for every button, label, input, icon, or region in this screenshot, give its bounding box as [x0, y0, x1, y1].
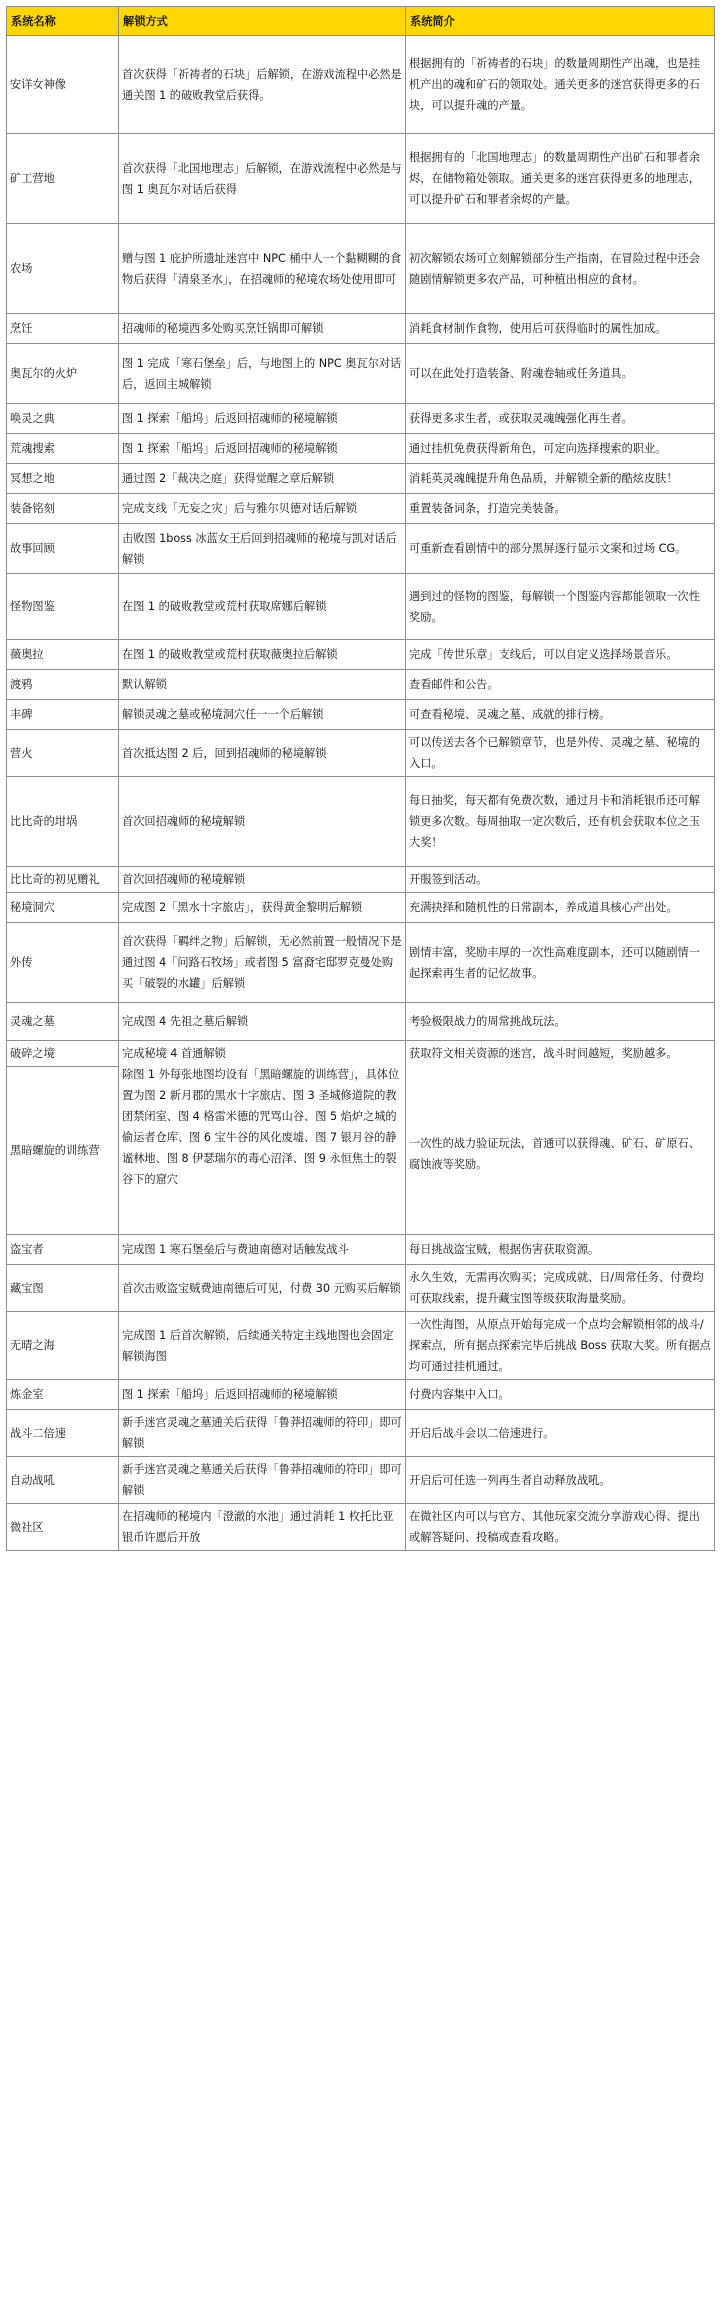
unlock-method-cell: 完成图 1 寒石堡垒后与费迪南德对话触发战斗	[119, 1235, 406, 1265]
system-intro-cell: 每日挑战盗宝贼，根据伤害获取资源。	[406, 1235, 715, 1265]
system-intro-cell: 可重新查看剧情中的部分黑屏逐行显示文案和过场 CG。	[406, 524, 715, 574]
system-name-cell: 微社区	[7, 1504, 119, 1551]
system-intro-cell: 开服签到活动。	[406, 867, 715, 893]
system-name-cell: 冥想之地	[7, 464, 119, 494]
system-intro-cell: 根据拥有的「祈祷者的石块」的数量周期性产出魂，也是挂机产出的魂和矿石的领取处。通关更多的迷宫获得更多的石块，可以提升魂的产量。	[406, 36, 715, 134]
unlock-method-cell: 图 1 完成「寒石堡垒」后，与地图上的 NPC 奥瓦尔对话后，返回主城解锁	[119, 344, 406, 404]
table-row	[7, 224, 715, 314]
system-name-cell: 藏宝图	[7, 1265, 119, 1312]
system-intro-line: 获取符文相关资源的迷宫，战斗时间越短，奖励越多。	[409, 1047, 678, 1060]
unlock-method-cell	[119, 1041, 406, 1235]
system-intro-cell: 付费内容集中入口。	[406, 1380, 715, 1410]
table-row	[7, 730, 715, 777]
unlock-method-cell: 完成图 1 后首次解锁，后续通关特定主线地图也会固定解锁海图	[119, 1312, 406, 1380]
system-name-cell: 荒魂搜索	[7, 434, 119, 464]
table-row	[7, 1457, 715, 1504]
table-body	[7, 36, 715, 1551]
system-intro-cell: 一次性海图，从原点开始每完成一个点均会解锁相邻的战斗/探索点，所有据点探索完毕后挑战 Boss 获取大奖。所有据点均可通过挂机通过。	[406, 1312, 715, 1380]
unlock-method-cell: 图 1 探索「船坞」后返回招魂师的秘境解锁	[119, 434, 406, 464]
header-unlock-method: 解锁方式	[119, 7, 406, 36]
system-name-cell: 黑暗螺旋的训练营	[7, 1067, 119, 1235]
unlock-method-cell: 完成图 4 先祖之墓后解锁	[119, 1003, 406, 1041]
system-intro-cell: 可以在此处打造装备、附魂卷轴或任务道具。	[406, 344, 715, 404]
system-name-cell: 灵魂之墓	[7, 1003, 119, 1041]
unlock-method-line: 完成秘境 4 首通解锁	[122, 1047, 226, 1060]
system-intro-cell: 根据拥有的「北国地理志」的数量周期性产出矿石和罪者余烬，在储物箱处领取。通关更多的迷宫获得更多的地理志，可以提升矿石和罪者余烬的产量。	[406, 134, 715, 224]
system-name-cell: 比比奇的初见赠礼	[7, 867, 119, 893]
system-intro-cell: 永久生效，无需再次购买；完成成就、日/周常任务、付费均可获取线索，提升藏宝图等级获取海量奖励。	[406, 1265, 715, 1312]
system-intro-cell: 完成「传世乐章」支线后，可以自定义选择场景音乐。	[406, 640, 715, 670]
system-intro-cell: 在微社区内可以与官方、其他玩家交流分享游戏心得、提出或解答疑问、投稿或查看攻略。	[406, 1504, 715, 1551]
system-intro-cell: 初次解锁农场可立刻解锁部分生产指南，在冒险过程中还会随剧情解锁更多农产品，可种植出相应的食材。	[406, 224, 715, 314]
unlock-method-cell: 首次回招魂师的秘境解锁	[119, 867, 406, 893]
unlock-method-line: 除图 1 外每张地图均设有「黑暗螺旋的训练营」，具体位置为图 2 新月郡的黑水十字旅店、图 3 圣城修道院的教团禁闭室、图 4 格雷米德的咒骂山谷、图 5 焰炉之城的偷运者仓库、图 6 宝牛谷的风化废墟、图 7 银月谷的静谧林地、图 8 伊瑟瑞尔的毒心沼泽、图 9 永恒焦土的裂谷下的窟穴	[122, 1068, 400, 1186]
system-intro-cell: 重置装备词条，打造完美装备。	[406, 494, 715, 524]
system-name-cell: 农场	[7, 224, 119, 314]
system-intro-cell: 剧情丰富，奖励丰厚的一次性高难度副本，还可以随剧情一起探索再生者的记忆故事。	[406, 923, 715, 1003]
unlock-method-cell: 新手迷宫灵魂之墓通关后获得「鲁莽招魂师的符印」即可解锁	[119, 1457, 406, 1504]
system-name-cell: 矿工营地	[7, 134, 119, 224]
unlock-method-cell: 图 1 探索「船坞」后返回招魂师的秘境解锁	[119, 1380, 406, 1410]
table-row	[7, 36, 715, 134]
system-name-cell: 怪物图鉴	[7, 574, 119, 640]
header-system-name: 系统名称	[7, 7, 119, 36]
system-name-cell: 故事回顾	[7, 524, 119, 574]
header-row	[7, 7, 715, 36]
system-name-cell: 破碎之境	[7, 1041, 119, 1067]
table-row	[7, 1235, 715, 1265]
table-row	[7, 1410, 715, 1457]
unlock-method-cell: 首次获得「羁绊之物」后解锁，无必然前置一般情况下是通过图 4「问路石牧场」或者图 5 富裔宅邸罗克曼处购买「破裂的水罐」后解锁	[119, 923, 406, 1003]
system-intro-cell: 充满抉择和随机性的日常副本，养成道具核心产出处。	[406, 893, 715, 923]
system-intro-cell: 开启后可任选一列再生者自动释放战吼。	[406, 1457, 715, 1504]
table-row	[7, 700, 715, 730]
table-row	[7, 1003, 715, 1041]
table-row	[7, 893, 715, 923]
unlock-method-cell: 在招魂师的秘境内「澄澈的水池」通过消耗 1 枚托比亚银币许愿后开放	[119, 1504, 406, 1551]
table-row	[7, 1041, 715, 1067]
table-row	[7, 434, 715, 464]
system-name-cell: 装备铭刻	[7, 494, 119, 524]
table-row	[7, 923, 715, 1003]
system-name-cell: 安详女神像	[7, 36, 119, 134]
table-row	[7, 344, 715, 404]
systems-table	[6, 6, 715, 1551]
system-intro-cell: 考验极限战力的周常挑战玩法。	[406, 1003, 715, 1041]
unlock-method-cell: 图 1 探索「船坞」后返回招魂师的秘境解锁	[119, 404, 406, 434]
header-system-intro: 系统简介	[406, 7, 715, 36]
system-name-cell: 丰碑	[7, 700, 119, 730]
unlock-method-cell: 通过图 2「裁决之庭」获得觉醒之章后解锁	[119, 464, 406, 494]
table-row	[7, 574, 715, 640]
unlock-method-cell: 在图 1 的破败教堂或荒村获取薇奥拉后解锁	[119, 640, 406, 670]
system-name-cell: 烹饪	[7, 314, 119, 344]
unlock-method-cell: 首次获得「北国地理志」后解锁，在游戏流程中必然是与图 1 奥瓦尔对话后获得	[119, 134, 406, 224]
table-row	[7, 464, 715, 494]
table-row	[7, 1504, 715, 1551]
table-row	[7, 670, 715, 700]
system-name-cell: 盗宝者	[7, 1235, 119, 1265]
table-row	[7, 134, 715, 224]
system-intro-cell: 开启后战斗会以二倍速进行。	[406, 1410, 715, 1457]
table-row	[7, 777, 715, 867]
unlock-method-cell: 首次击败盗宝贼费迪南德后可见，付费 30 元购买后解锁	[119, 1265, 406, 1312]
system-intro-cell: 查看邮件和公告。	[406, 670, 715, 700]
table-row	[7, 314, 715, 344]
system-name-cell: 秘境洞穴	[7, 893, 119, 923]
table-row	[7, 867, 715, 893]
system-name-cell: 无晴之海	[7, 1312, 119, 1380]
system-intro-cell: 消耗英灵魂魄提升角色品质，并解锁全新的酷炫皮肤！	[406, 464, 715, 494]
system-name-cell: 战斗二倍速	[7, 1410, 119, 1457]
system-name-cell: 唤灵之典	[7, 404, 119, 434]
unlock-method-cell: 首次回招魂师的秘境解锁	[119, 777, 406, 867]
unlock-method-cell: 完成支线「无妄之灾」后与雅尔贝德对话后解锁	[119, 494, 406, 524]
system-intro-line: 一次性的战力验证玩法，首通可以获得魂、矿石、矿原石、腐蚀液等奖励。	[409, 1137, 700, 1171]
unlock-method-cell: 解锁灵魂之墓或秘境洞穴任一一个后解锁	[119, 700, 406, 730]
system-intro-cell: 遇到过的怪物的图鉴，每解锁一个图鉴内容都能领取一次性奖励。	[406, 574, 715, 640]
system-intro-cell: 消耗食材制作食物，使用后可获得临时的属性加成。	[406, 314, 715, 344]
table-row	[7, 1312, 715, 1380]
unlock-method-cell: 默认解锁	[119, 670, 406, 700]
unlock-method-cell: 击败图 1boss 冰蓝女王后回到招魂师的秘境与凯对话后解锁	[119, 524, 406, 574]
unlock-method-cell: 新手迷宫灵魂之墓通关后获得「鲁莽招魂师的符印」即可解锁	[119, 1410, 406, 1457]
unlock-method-cell: 在图 1 的破败教堂或荒村获取席娜后解锁	[119, 574, 406, 640]
system-intro-cell: 可以传送去各个已解锁章节，也是外传、灵魂之墓、秘境的入口。	[406, 730, 715, 777]
system-intro-cell: 通过挂机免费获得新角色，可定向选择搜索的职业。	[406, 434, 715, 464]
system-name-cell: 比比奇的坩埚	[7, 777, 119, 867]
table-row	[7, 524, 715, 574]
unlock-method-cell: 完成图 2「黑水十字旅店」，获得黄金黎明后解锁	[119, 893, 406, 923]
table-row	[7, 494, 715, 524]
unlock-method-cell: 招魂师的秘境西多处购买烹饪锅即可解锁	[119, 314, 406, 344]
system-name-cell: 自动战吼	[7, 1457, 119, 1504]
table-row	[7, 1265, 715, 1312]
table-row	[7, 1380, 715, 1410]
unlock-method-cell: 赠与图 1 庇护所遗址迷宫中 NPC 桶中人一个黏糊糊的食物后获得「清泉圣水」，在招魂师的秘境农场处使用即可	[119, 224, 406, 314]
table-row	[7, 404, 715, 434]
system-intro-cell	[406, 1041, 715, 1235]
system-intro-cell: 每日抽奖，每天都有免费次数，通过月卡和消耗银币还可解锁更多次数。每周抽取一定次数后，还有机会获取本位之玉大奖！	[406, 777, 715, 867]
system-name-cell: 外传	[7, 923, 119, 1003]
table-row	[7, 640, 715, 670]
system-intro-cell: 可查看秘境、灵魂之墓、成就的排行榜。	[406, 700, 715, 730]
system-name-cell: 奥瓦尔的火炉	[7, 344, 119, 404]
system-name-cell: 炼金室	[7, 1380, 119, 1410]
unlock-method-cell: 首次抵达图 2 后，回到招魂师的秘境解锁	[119, 730, 406, 777]
system-intro-cell: 获得更多求生者，或获取灵魂魄强化再生者。	[406, 404, 715, 434]
system-name-cell: 渡鸦	[7, 670, 119, 700]
system-name-cell: 薇奥拉	[7, 640, 119, 670]
system-name-cell: 营火	[7, 730, 119, 777]
unlock-method-cell: 首次获得「祈祷者的石块」后解锁，在游戏流程中必然是通关图 1 的破败教堂后获得。	[119, 36, 406, 134]
